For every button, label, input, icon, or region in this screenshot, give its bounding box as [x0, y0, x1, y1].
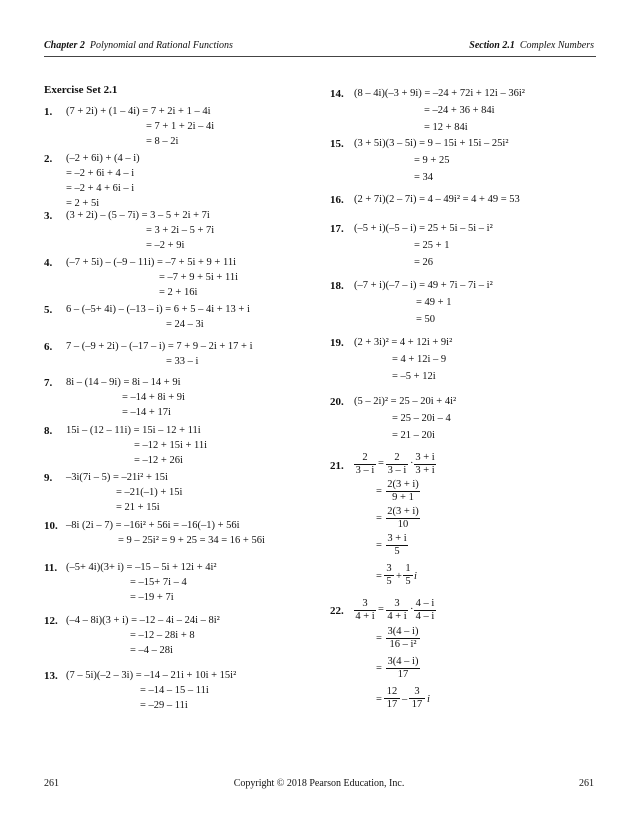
solution-line: = 2 + 16i	[159, 287, 198, 298]
fraction: $\frac{12}{17}$	[384, 686, 400, 711]
solution-line: = 34	[414, 172, 434, 183]
solution-line: = 9 – 25i² = 9 + 25 = 34 = 16 + 56i	[118, 535, 265, 546]
equals: =	[378, 604, 384, 615]
fraction: $\frac{3}{4 + i}$	[387, 598, 407, 622]
problem-number: 11.	[44, 562, 58, 574]
fraction: $\frac{3(4 - i)}{17}$	[387, 656, 419, 680]
problem-number: 12.	[44, 615, 58, 627]
solution-line: = –15+ 7i – 4	[130, 577, 187, 588]
problem-number: 4.	[44, 257, 53, 269]
fraction: $\frac{2}{3 - i}$	[355, 452, 375, 476]
solution-line: (2 + 7i)(2 – 7i) = 4 – 49i² = 4 + 49 = 53	[354, 194, 520, 205]
minus: –	[402, 694, 408, 705]
solution-line: (–7 + i)(–7 – i) = 49 + 7i – 7i – i²	[354, 280, 493, 291]
page-number-right: 261	[579, 778, 594, 789]
equals: =	[376, 513, 382, 524]
equals: =	[376, 571, 382, 582]
solution-line: = 25 – 20i – 4	[392, 413, 451, 424]
equals: =	[376, 540, 382, 551]
solution-line: = 8 – 2i	[146, 136, 179, 147]
fraction: $\frac{2(3 + i)}{9 + 1}$	[387, 479, 419, 503]
solution-line: (–4 – 8i)(3 + i) = –12 – 4i – 24i – 8i²	[66, 615, 220, 626]
equals: =	[378, 458, 384, 469]
solution-line: (–2 + 6i) + (4 – i)	[66, 153, 140, 164]
solution-line: (–7 + 5i) – (–9 – 11i) = –7 + 5i + 9 + 11i	[66, 257, 236, 268]
fraction: $\frac{4 - i}{4 - i}$	[415, 598, 435, 622]
section-title: Complex Numbers	[519, 40, 594, 51]
solution-line: = –14 + 8i + 9i	[122, 392, 185, 403]
solution-line: = –7 + 9 + 5i + 11i	[159, 272, 239, 283]
solution-line: = 2 + 5i	[66, 198, 100, 209]
problem-number: 16.	[330, 194, 344, 206]
solution-line: (–5+ 4i)(3+ i) = –15 – 5i + 12i + 4i²	[66, 562, 217, 573]
solution-line: = 3 + 2i – 5 + 7i	[146, 225, 215, 236]
section-header	[469, 40, 594, 51]
solution-line: 6 – (–5+ 4i) – (–13 – i) = 6 + 5 – 4i + 13 + i	[66, 304, 250, 315]
problem-number: 17.	[330, 223, 344, 235]
solution-line: = 9 + 25	[414, 155, 450, 166]
imaginary-unit: i	[427, 694, 430, 705]
solution-line: = –4 – 28i	[130, 645, 173, 656]
solution-line: (3 + 5i)(3 – 5i) = 9 – 15i + 15i – 25i²	[354, 138, 509, 149]
solution-line: = 50	[416, 314, 436, 325]
problem-number: 7.	[44, 377, 53, 389]
fraction: $\frac{3 + i}{5}$	[387, 533, 407, 557]
solution-line: (3 + 2i) – (5 – 7i) = 3 – 5 + 2i + 7i	[66, 210, 210, 221]
fraction: $\frac{1}{5}$	[403, 563, 413, 588]
solution-line: = –2 + 6i + 4 – i	[66, 168, 135, 179]
solution-line: = –19 + 7i	[130, 592, 174, 603]
solution-line: 7 – (–9 + 2i) – (–17 – i) = 7 + 9 – 2i + 17 + i	[66, 341, 253, 352]
solution-line: = –12 – 28i + 8	[130, 630, 195, 641]
solution-line: = 21 + 15i	[116, 502, 160, 513]
solution-line: = –21(–1) + 15i	[116, 487, 183, 498]
copyright-notice: Copyright © 2018 Pearson Education, Inc.	[233, 778, 405, 789]
fraction: $\frac{2}{3 - i}$	[387, 452, 407, 476]
problem-number: 8.	[44, 425, 53, 437]
solution-line: = 26	[414, 257, 434, 268]
problem-number: 6.	[44, 341, 53, 353]
solution-line: = –14 – 15 – 11i	[140, 685, 209, 696]
section-label: Section 2.1	[469, 40, 515, 51]
problem-number: 9.	[44, 472, 53, 484]
solution-line: –3i(7i – 5) = –21i² + 15i	[66, 472, 168, 483]
multiply-dot: ·	[410, 458, 414, 469]
problem-number: 1.	[44, 106, 53, 118]
exercise-set-title: Exercise Set 2.1	[44, 84, 118, 96]
solution-line: = –2 + 4 + 6i – i	[66, 183, 135, 194]
chapter-label: Chapter 2	[44, 40, 85, 51]
fraction: $\frac{2(3 + i)}{10}$	[387, 506, 419, 530]
solution-line: = –12 + 26i	[134, 455, 183, 466]
problem-number: 15.	[330, 138, 344, 150]
solution-line: = 49 + 1	[416, 297, 452, 308]
fraction: $\frac{3 + i}{3 + i}$	[415, 452, 435, 476]
solution-line: (7 – 5i)(–2 – 3i) = –14 – 21i + 10i + 15i²	[66, 670, 237, 681]
solution-line: = –5 + 12i	[392, 371, 436, 382]
problem-number: 10.	[44, 520, 58, 532]
problem-number: 22.	[330, 605, 344, 617]
solution-line: (5 – 2i)² = 25 – 20i + 4i²	[354, 396, 457, 407]
fraction: $\frac{3}{4 + i}$	[355, 598, 375, 622]
problem-number: 21.	[330, 460, 344, 472]
problem-number: 20.	[330, 396, 344, 408]
solution-line: –8i (2i – 7) = –16i² + 56i = –16(–1) + 56i	[66, 520, 240, 531]
page-number-left: 261	[44, 778, 59, 789]
problem-number: 13.	[44, 670, 58, 682]
solution-line: (7 + 2i) + (1 – 4i) = 7 + 2i + 1 – 4i	[66, 106, 211, 117]
chapter-header	[44, 40, 233, 51]
fraction: $\frac{3}{5}$	[384, 563, 394, 588]
solution-line: = 12 + 84i	[424, 122, 468, 133]
solution-line: 15i – (12 – 11i) = 15i – 12 + 11i	[66, 425, 201, 436]
solution-line: (2 + 3i)² = 4 + 12i + 9i²	[354, 337, 453, 348]
chapter-title: Polynomial and Rational Functions	[89, 40, 233, 51]
fraction: $\frac{3(4 - i)}{\text{16 – i²}}$	[387, 626, 419, 650]
problem-number: 19.	[330, 337, 344, 349]
solution-line: = 33 – i	[166, 356, 199, 367]
solution-line: = –29 – 11i	[140, 700, 188, 711]
solution-line: (8 – 4i)(–3 + 9i) = –24 + 72i + 12i – 36i²	[354, 88, 525, 99]
solution-line: = 21 – 20i	[392, 430, 435, 441]
equals: =	[376, 663, 382, 674]
fraction: $\frac{3}{17}$	[409, 686, 425, 711]
equals: =	[376, 694, 382, 705]
multiply-dot: ·	[410, 604, 414, 615]
equals: =	[376, 486, 382, 497]
solution-line: (–5 + i)(–5 – i) = 25 + 5i – 5i – i²	[354, 223, 493, 234]
solution-line: = 4 + 12i – 9	[392, 354, 447, 365]
solution-line: = –24 + 36 + 84i	[424, 105, 495, 116]
header-rule	[44, 56, 596, 57]
solution-line: = –12 + 15i + 11i	[134, 440, 208, 451]
problem-number: 5.	[44, 304, 53, 316]
solution-line: = 25 + 1	[414, 240, 450, 251]
solution-line: = –14 + 17i	[122, 407, 171, 418]
problem-number: 2.	[44, 153, 53, 165]
solution-line: = –2 + 9i	[146, 240, 185, 251]
problem-number: 3.	[44, 210, 53, 222]
problem-number: 18.	[330, 280, 344, 292]
problem-number: 14.	[330, 88, 344, 100]
solution-line: = 7 + 1 + 2i – 4i	[146, 121, 215, 132]
plus: +	[396, 571, 402, 582]
solution-line: = 24 – 3i	[166, 319, 204, 330]
imaginary-unit: i	[414, 571, 417, 582]
solution-line: 8i – (14 – 9i) = 8i – 14 + 9i	[66, 377, 181, 388]
equals: =	[376, 633, 382, 644]
